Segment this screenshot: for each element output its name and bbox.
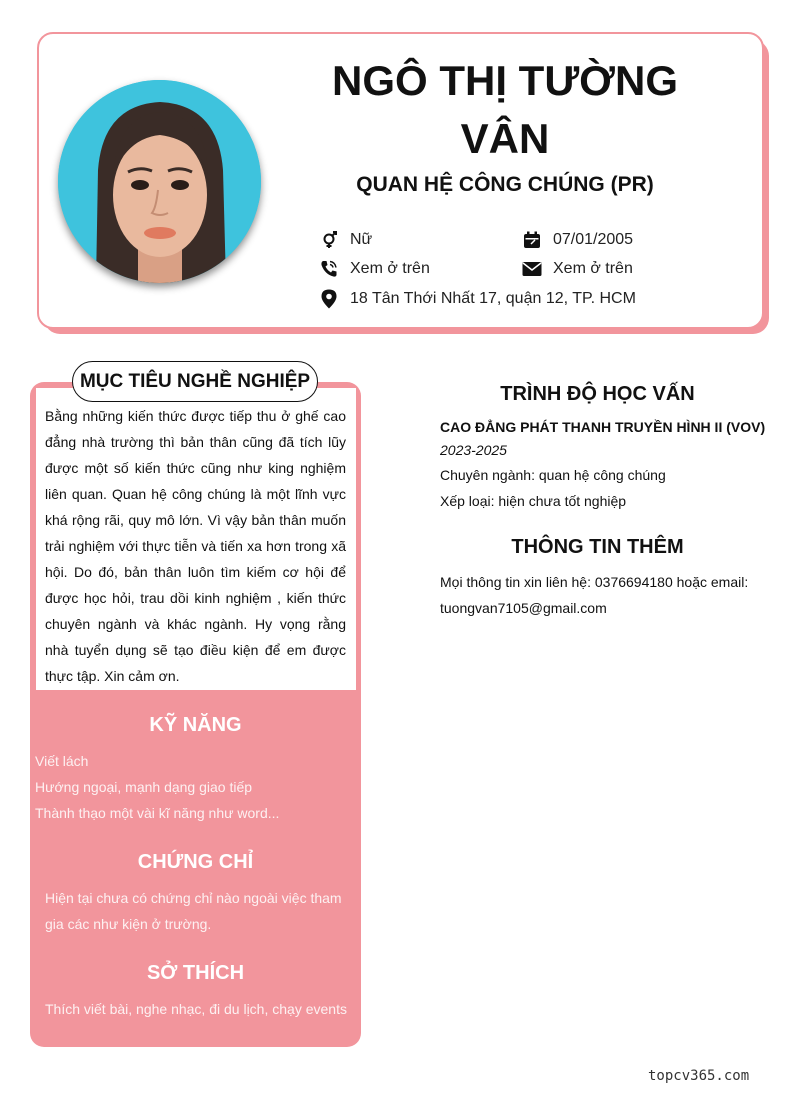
- location-pin-icon: [318, 288, 340, 310]
- info-phone[interactable]: [318, 258, 430, 280]
- job-title: QUAN HỆ CÔNG CHÚNG (PR): [356, 173, 654, 196]
- extra-info-line: Mọi thông tin xin liên hệ: 0376694180 hoặc email:: [440, 574, 749, 590]
- info-gender: [318, 229, 372, 251]
- certificates-line: Hiện tại chưa có chứng chỉ nào ngoài việc tham: [45, 890, 342, 906]
- gender-icon: [318, 229, 340, 251]
- envelope-icon: [521, 258, 543, 280]
- extra-info-title: THÔNG TIN THÊM: [511, 536, 684, 558]
- education-major: Chuyên ngành: quan hệ công chúng: [440, 467, 666, 483]
- certificates-line: gia các như kiện ở trường.: [45, 916, 212, 932]
- education-school: CAO ĐẲNG PHÁT THANH TRUYỀN HÌNH II (VOV): [440, 419, 766, 435]
- skills-title: KỸ NĂNG: [149, 714, 242, 736]
- gender-value: Nữ: [350, 231, 373, 248]
- extra-info-line[interactable]: tuongvan7105@gmail.com: [440, 600, 607, 616]
- hobbies-title: SỞ THÍCH: [146, 962, 245, 984]
- phone-value: Xem ở trên: [350, 260, 430, 277]
- objective-text: Bằng những kiến thức được tiếp thu ở ghế cao đẳng nhà trường thì bản thân cũng đã tích lũy được một số kiến thức cũng như king nghiệm liên quan. Quan hệ công chúng là một lĩnh vực khá rộng rãi, quy mô lớn. Vì vậy bản thân muốn trải nghiệm với thực tiễn và tiến xa hơn trong xã hội. Do đó, bản thân luôn tìm kiếm cơ hội để được học hỏi, trau dồi kinh nghiệm , kiến thức chuyên ngành và khác ngành. Hy vọng rằng nhà tuyển dụng sẽ tạo điều kiện để em được thực tập. Xin cảm ơn.: [45, 408, 346, 684]
- certificates-title: CHỨNG CHỈ: [137, 851, 254, 873]
- info-address: [318, 288, 636, 310]
- skill-item: Hướng ngoại, mạnh dạng giao tiếp: [35, 779, 253, 795]
- watermark: topcv365.com: [648, 1068, 750, 1084]
- education-title: TRÌNH ĐỘ HỌC VẤN: [500, 383, 695, 405]
- objective-title: MỤC TIÊU NGHỀ NGHIỆP: [72, 361, 318, 402]
- calendar-icon: [521, 229, 543, 251]
- email-value: Xem ở trên: [553, 260, 633, 277]
- education-period: 2023-2025: [440, 442, 507, 458]
- info-email[interactable]: [521, 258, 633, 280]
- candidate-name: NGÔ THỊ TƯỜNG VÂN: [332, 57, 678, 162]
- skill-item: Viết lách: [35, 753, 89, 769]
- skill-item: Thành thạo một vài kĩ năng như word...: [35, 805, 280, 821]
- hobbies-text: Thích viết bài, nghe nhạc, đi du lịch, chạy events: [45, 1001, 347, 1017]
- info-dob: [521, 229, 633, 251]
- phone-icon: [318, 258, 340, 280]
- address-value: 18 Tân Thới Nhất 17, quận 12, TP. HCM: [350, 290, 636, 307]
- education-rank: Xếp loại: hiện chưa tốt nghiệp: [440, 493, 627, 509]
- dob-value: 07/01/2005: [553, 231, 634, 248]
- avatar: [58, 80, 261, 283]
